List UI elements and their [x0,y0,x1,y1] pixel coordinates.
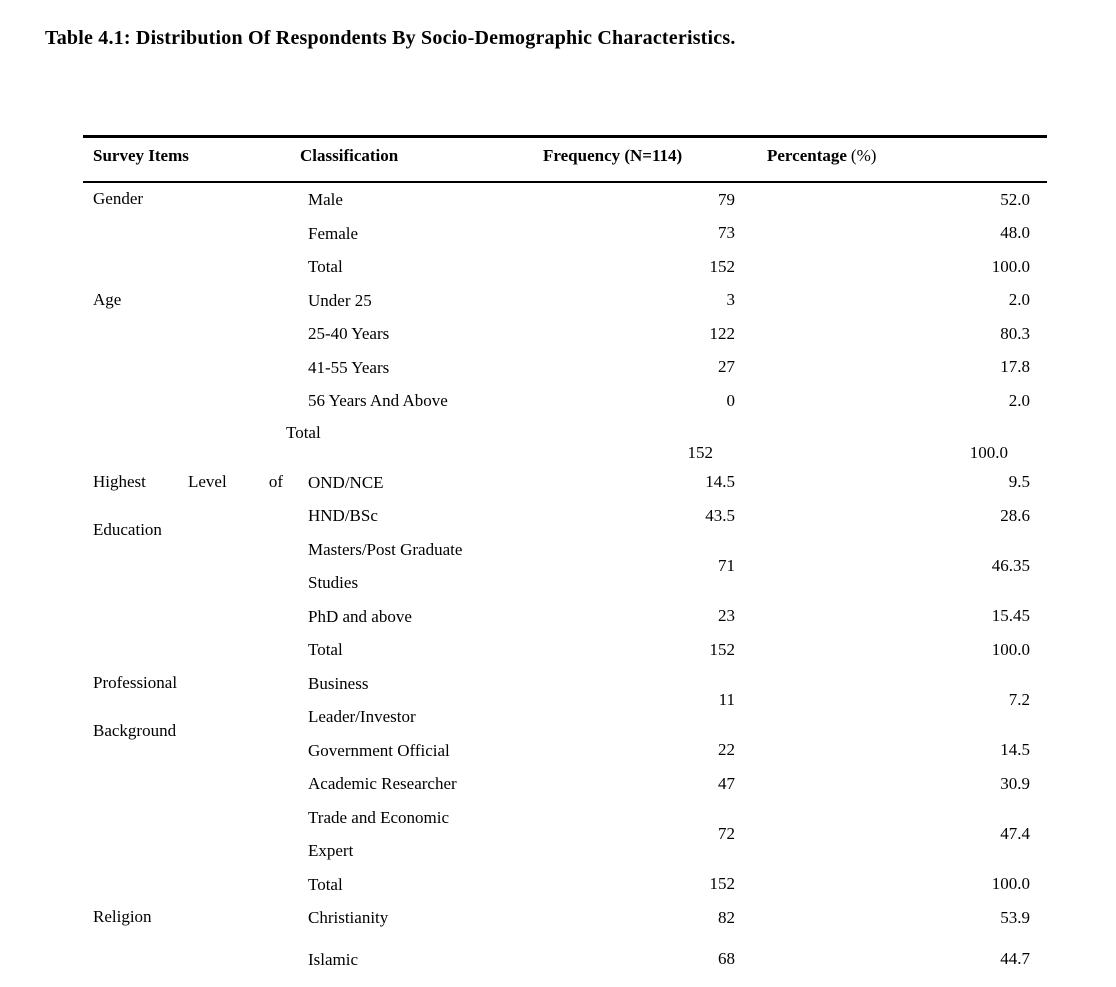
frequency-value: 68 [718,949,735,969]
survey-item-cell [83,284,308,466]
table-title: Table 4.1: Distribution Of Respondents By Socio-Demographic Characteristics. [45,27,736,49]
percentage-value: 46.35 [991,556,1030,575]
header-frequency: Frequency (N=114) [543,145,683,165]
table-body [83,183,1047,976]
percentage-value: 100.0 [991,256,1030,276]
table-section [83,284,1047,466]
survey-item-word: Gender [93,189,144,208]
classification-label: Total [308,640,343,659]
table-header-row [83,135,1047,183]
classification-cell [308,767,543,801]
classification-cell [308,250,543,284]
classification-cell [308,734,543,768]
survey-item-word: Professional [93,672,178,692]
percentage-value: 28.6 [1000,505,1030,525]
table-row [308,801,1047,868]
frequency-value: 122 [709,323,735,343]
classification-cell [308,499,543,533]
classification-label: Total [308,874,343,894]
table-row [308,384,1047,418]
frequency-value: 82 [718,907,735,927]
classification-label: 56 Years And Above [308,391,448,410]
header-classification: Classification [300,145,399,165]
percentage-value: 2.0 [1008,290,1030,310]
classification-label: Male [308,190,343,209]
frequency-value: 23 [718,606,735,626]
table-row [308,943,1047,977]
frequency-value: 152 [687,442,713,462]
percentage-value: 9.5 [1008,472,1030,492]
survey-item-cell [83,466,308,667]
classification-label: Female [308,223,359,243]
frequency-value: 152 [709,256,735,276]
classification-cell [308,943,543,977]
table-row [308,901,1047,935]
classification-label: Total [308,257,343,276]
survey-item-word: Age [93,289,122,309]
table-row [308,217,1047,251]
percentage-value: 30.9 [1000,773,1030,793]
classification-label: Academic Researcher [308,774,457,793]
percentage-value: 100.0 [991,639,1030,659]
table-row [308,351,1047,385]
frequency-value: 0 [726,390,735,410]
table-row [308,250,1047,284]
percentage-value: 80.3 [1000,323,1030,343]
survey-item-label [93,471,283,519]
section-rows [308,466,1047,667]
frequency-value: 43.5 [705,505,735,525]
survey-item-cell [83,901,308,976]
table-row [308,499,1047,533]
classification-cell [308,633,543,667]
frequency-value: 72 [718,824,735,843]
section-rows [286,284,1047,466]
survey-item-label [93,289,308,337]
classification-cell [308,284,543,318]
survey-item-word: Background [93,720,177,740]
percentage-value: 17.8 [1000,357,1030,377]
header-survey-items: Survey Items [93,145,189,165]
classification-cell [308,600,543,634]
table-section [83,466,1047,667]
section-rows [308,183,1047,284]
classification-label: Trade and Economic [308,807,450,827]
percentage-value: 14.5 [1000,740,1030,760]
frequency-value: 152 [709,639,735,659]
classification-label: Studies [308,573,359,592]
percentage-value: 7.2 [1008,690,1030,709]
classification-cell [308,533,543,600]
classification-label: Government Official [308,740,450,760]
frequency-value: 71 [718,556,735,575]
classification-cell [308,801,543,868]
survey-item-cell [83,667,308,902]
survey-item-word: of [268,471,283,491]
header-percentage [735,146,1047,166]
table-row [308,466,1047,500]
percentage-value: 44.7 [1000,949,1030,969]
classification-label: Leader/Investor [308,707,416,726]
section-rows [308,901,1047,976]
survey-item-cell [83,183,308,284]
survey-item-label [93,519,308,567]
table-row [308,317,1047,351]
classification-cell [308,183,543,217]
table-row [308,183,1047,217]
classification-cell [308,667,543,734]
classification-label: OND/NCE [308,472,384,492]
percentage-value: 47.4 [1000,824,1030,843]
frequency-value: 14.5 [705,472,735,492]
survey-item-word: Religion [93,907,152,926]
table-section [83,901,1047,976]
frequency-value: 3 [726,290,735,310]
classification-cell [308,868,543,902]
classification-label: 41-55 Years [308,357,390,377]
survey-item-label [93,906,308,954]
classification-label: Expert [308,841,354,860]
header-percentage-unit: (%) [850,145,877,165]
table-row [308,633,1047,667]
frequency-value: 22 [718,740,735,760]
survey-item-word: Level [188,471,227,491]
table-section [83,667,1047,902]
survey-item-word: Education [93,519,162,539]
table-row [286,418,1047,466]
table-section [83,183,1047,284]
classification-label: HND/BSc [308,506,378,525]
frequency-value: 152 [709,874,735,894]
classification-cell [308,351,543,385]
classification-cell [286,418,521,446]
classification-label: Under 25 [308,290,372,310]
classification-label: Business [308,673,369,693]
classification-label: PhD and above [308,606,412,626]
table-row [308,767,1047,801]
percentage-value: 15.45 [991,606,1030,626]
table-row [308,600,1047,634]
classification-label: Christianity [308,908,389,927]
survey-item-label [93,672,308,720]
percentage-value: 48.0 [1000,223,1030,243]
classification-cell [308,466,543,500]
demographics-table [83,135,1047,976]
percentage-value: 53.9 [1000,907,1030,927]
frequency-value: 79 [718,189,735,209]
header-percentage-word: Percentage [767,145,847,165]
classification-cell [308,217,543,251]
frequency-value: 11 [718,690,735,709]
section-rows [308,667,1047,902]
classification-cell [308,384,543,418]
classification-label: 25-40 Years [308,324,390,343]
table-row [308,284,1047,318]
classification-label: Islamic [308,949,359,969]
classification-label: Total [286,422,321,442]
percentage-value: 100.0 [991,874,1030,894]
table-row [308,868,1047,902]
percentage-value: 100.0 [969,442,1008,462]
classification-label: Masters/Post Graduate [308,539,463,559]
frequency-value: 27 [718,357,735,377]
classification-cell [308,901,543,935]
percentage-value: 2.0 [1008,390,1030,410]
classification-cell [308,317,543,351]
table-row [308,734,1047,768]
table-row [308,533,1047,600]
survey-item-label [93,720,308,768]
frequency-value: 47 [718,773,735,793]
survey-item-label [93,188,308,236]
frequency-value: 73 [718,223,735,243]
table-row [308,667,1047,734]
survey-item-word: Highest [93,471,146,491]
percentage-value: 52.0 [1000,189,1030,209]
